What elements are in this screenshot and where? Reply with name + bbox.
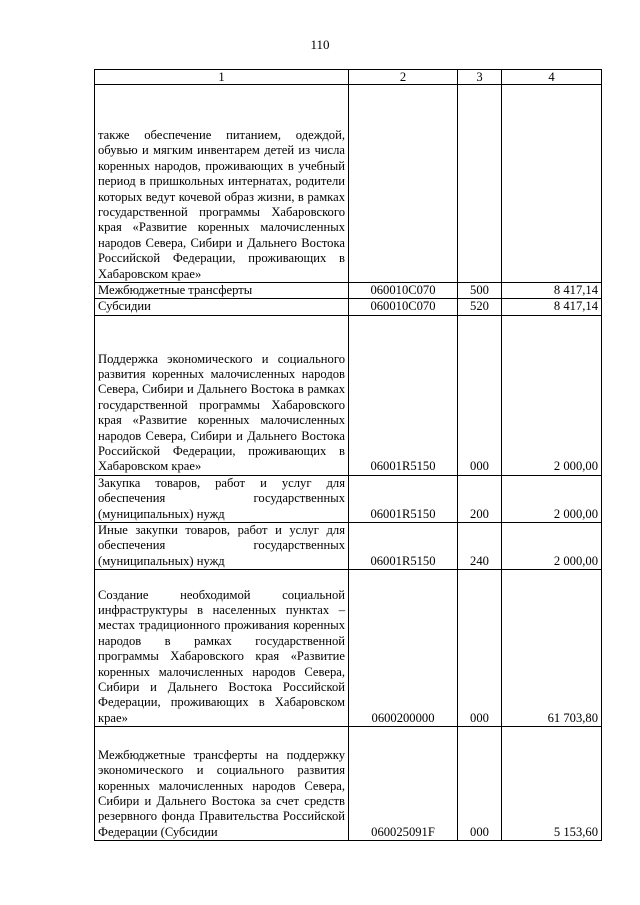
row-type: 200	[458, 475, 502, 522]
row-type: 000	[458, 727, 502, 841]
row-amount: 2 000,00	[502, 475, 602, 522]
row-amount: 8 417,14	[502, 283, 602, 299]
row-amount	[502, 85, 602, 283]
row-description: Создание необходимой социальной инфраструктуры в населенных пунктах – местах традиционного проживания коренных народов в рамках государственной программы Хабаровского края «Развитие коренных малочисленных народов Севера, Сибири и Дальнего Востока Российской Федерации, проживающих в Хабаровском крае»	[95, 570, 349, 727]
row-type: 000	[458, 570, 502, 727]
row-code: 06001R5150	[349, 523, 458, 570]
table-row	[95, 85, 602, 283]
row-description: Иные закупки товаров, работ и услуг для обеспечения государственных (муниципальных) нужд	[95, 523, 349, 570]
column-header-4: 4	[502, 70, 602, 85]
table-row	[95, 299, 602, 315]
table-row	[95, 283, 602, 299]
row-description: Межбюджетные трансферты	[95, 283, 349, 299]
column-header-3: 3	[458, 70, 502, 85]
row-description: Поддержка экономического и социального развития коренных малочисленных народов Севера, Сибири и Дальнего Востока в рамках государственной программы Хабаровского края «Развитие коренных малочисленных народов Севера, Сибири и Дальнего Востока Российской Федерации, проживающих в Хабаровском крае»	[95, 315, 349, 475]
column-header-2: 2	[349, 70, 458, 85]
row-amount: 5 153,60	[502, 727, 602, 841]
row-amount: 2 000,00	[502, 315, 602, 475]
row-code	[349, 85, 458, 283]
budget-table	[94, 69, 602, 841]
row-type: 000	[458, 315, 502, 475]
row-amount: 8 417,14	[502, 299, 602, 315]
table-row	[95, 315, 602, 475]
row-code: 06001R5150	[349, 315, 458, 475]
row-amount: 61 703,80	[502, 570, 602, 727]
row-code: 060025091F	[349, 727, 458, 841]
row-code: 060010С070	[349, 283, 458, 299]
table-row	[95, 475, 602, 522]
table-row	[95, 570, 602, 727]
row-description: Закупка товаров, работ и услуг для обеспечения государственных (муниципальных) нужд	[95, 475, 349, 522]
table-row	[95, 727, 602, 841]
row-code: 06001R5150	[349, 475, 458, 522]
row-type: 240	[458, 523, 502, 570]
row-type: 520	[458, 299, 502, 315]
column-header-1: 1	[95, 70, 349, 85]
row-amount: 2 000,00	[502, 523, 602, 570]
table-header-row	[95, 70, 602, 85]
row-type: 500	[458, 283, 502, 299]
page-number: 110	[310, 37, 330, 52]
row-description: Субсидии	[95, 299, 349, 315]
row-code: 0600200000	[349, 570, 458, 727]
table-row	[95, 523, 602, 570]
row-description: Межбюджетные трансферты на поддержку экономического и социального развития коренных малочисленных народов Севера, Сибири и Дальнего Востока за счет средств резервного фонда Правительства Российской Федерации (Субсидии	[95, 727, 349, 841]
row-code: 060010С070	[349, 299, 458, 315]
row-type	[458, 85, 502, 283]
row-description: также обеспечение питанием, одеждой, обувью и мягким инвентарем детей из числа коренных народов, проживающих в учебный период в пришкольных интернатах, родители которых ведут кочевой образ жизни, в рамках государственной программы Хабаровского края «Развитие коренных малочисленных народов Севера, Сибири и Дальнего Востока Российской Федерации, проживающих в Хабаровском крае»	[95, 85, 349, 283]
